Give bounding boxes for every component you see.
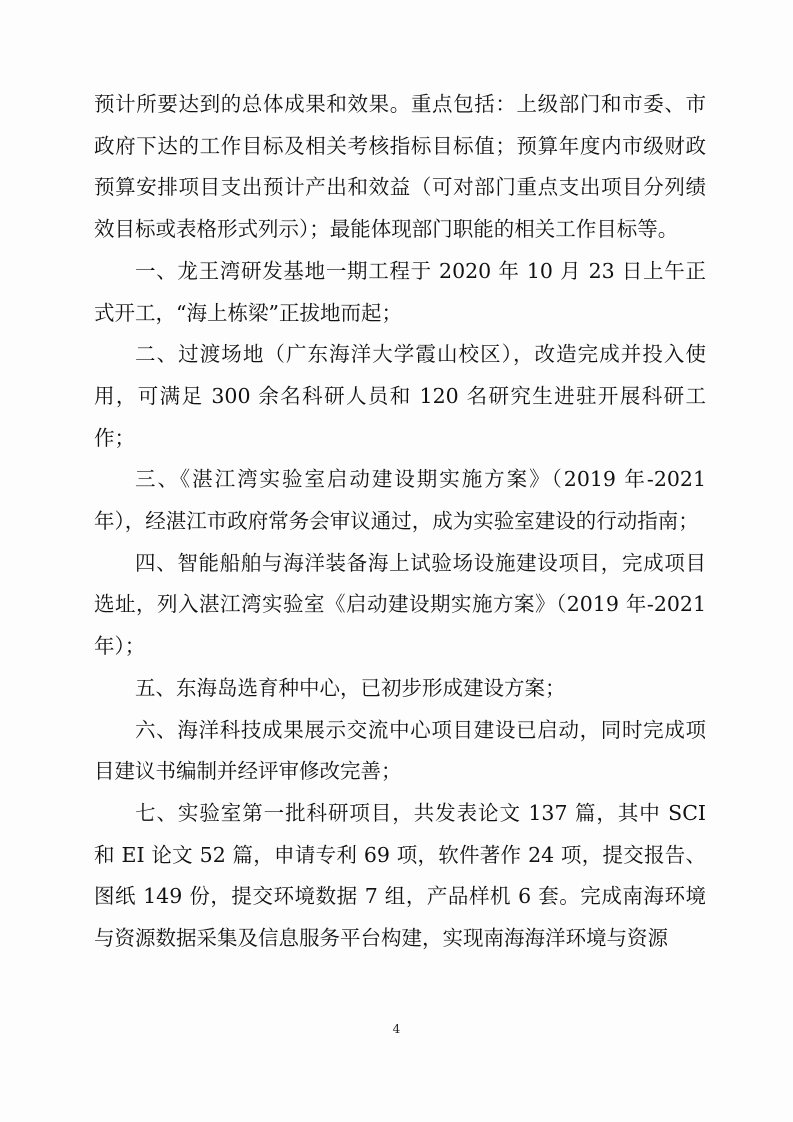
paragraph-item-4: 四、智能船舶与海洋装备海上试验场设施建设项目，完成项目选址，列入湛江湾实验室《启动建设期实施方案》（2019 年-2021 年）； — [94, 550, 706, 659]
paragraph-item-1: 一、龙王湾研发基地一期工程于 2020 年 10 月 23 日上午正式开工，“海上栋梁”正拔地而起； — [94, 258, 706, 325]
paragraph-continuation: 预计所要达到的总体成果和效果。重点包括：上级部门和市委、市政府下达的工作目标及相关考核指标目标值；预算年度内市级财政预算安排项目支出预计产出和效益（可对部门重点支出项目分列绩效目标或表格形式列示）；最能体现部门职能的相关工作目标等。 — [94, 92, 706, 242]
body-text — [94, 84, 706, 960]
paragraph-item-5: 五、东海岛选育种中心，已初步形成建设方案； — [135, 675, 566, 700]
paragraph-item-6: 六、海洋科技成果展示交流中心项目建设已启动，同时完成项目建议书编制并经评审修改完善； — [94, 717, 706, 784]
paragraph-item-2: 二、过渡场地（广东海洋大学霞山校区），改造完成并投入使用，可满足 300 余名科研人员和 120 名研究生进驻开展科研工作； — [94, 342, 706, 450]
page-number: 4 — [392, 1022, 401, 1036]
paragraph-item-7: 七、实验室第一批科研项目，共发表论文 137 篇，其中 SCI 和 EI 论文 52 篇，申请专利 69 项，软件著作 24 项，提交报告、图纸 149 份，提交环境数据 7 组，产品样机 6 套。完成南海环境与资源数据采集及信息服务平台构建，实现南海海洋环境与资源 — [94, 800, 706, 951]
paragraph-item-3: 三、《湛江湾实验室启动建设期实施方案》（2019 年-2021 年），经湛江市政府常务会审议通过，成为实验室建设的行动指南； — [94, 467, 706, 534]
